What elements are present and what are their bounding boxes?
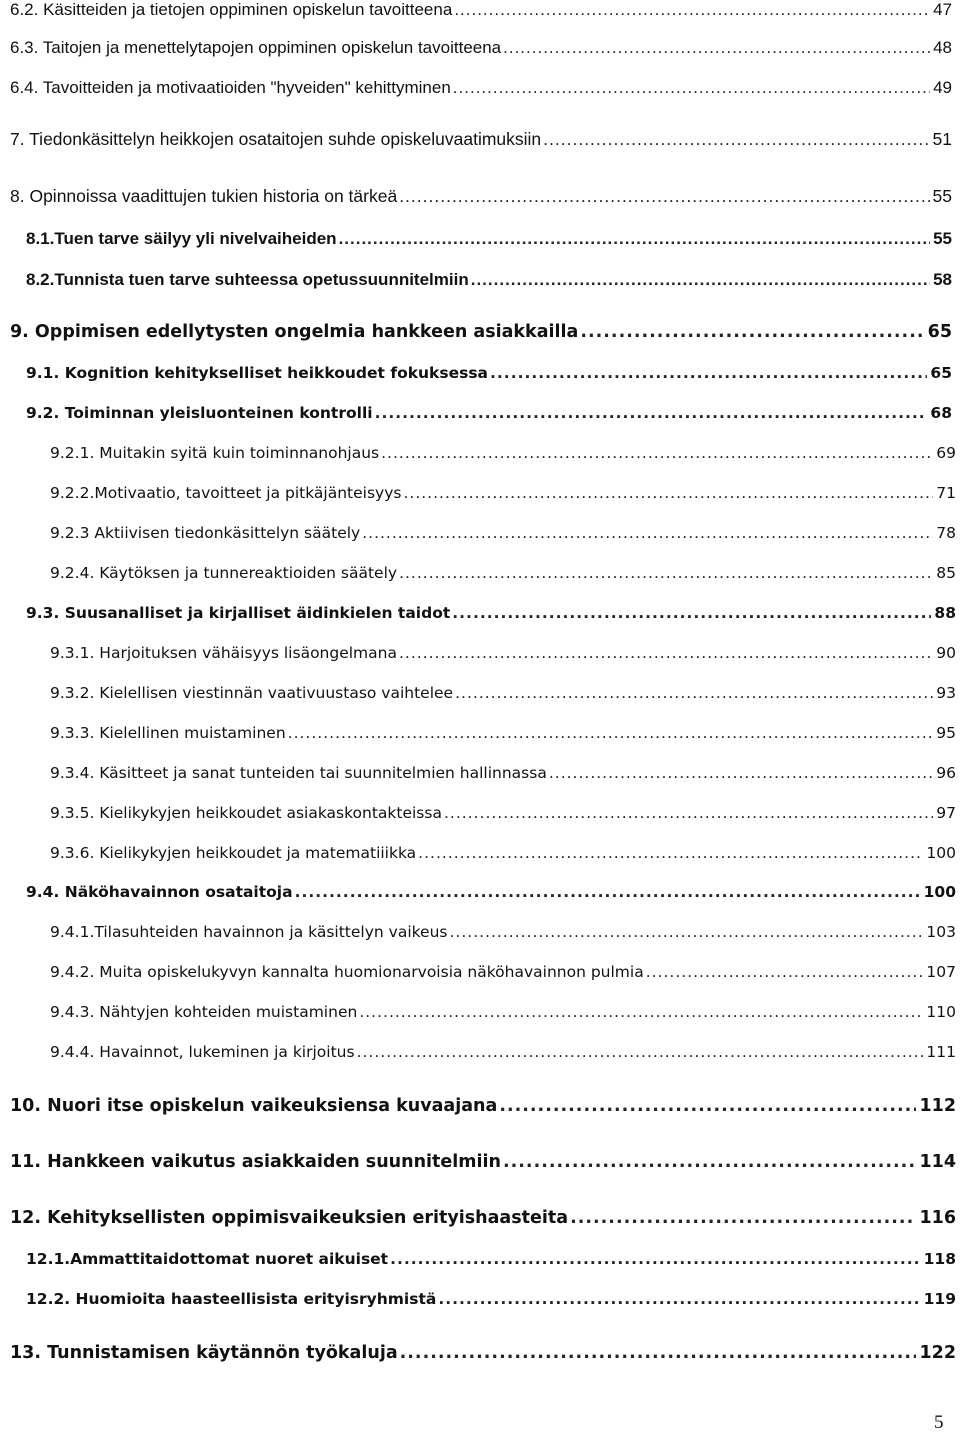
dot-leader <box>452 604 931 623</box>
dot-leader <box>503 38 930 58</box>
toc-entry-page: 100 <box>926 844 956 862</box>
toc-entry-label: 9.4.4. Havainnot, lukeminen ja kirjoitus <box>50 1043 355 1061</box>
toc-entry[interactable] <box>10 38 952 58</box>
toc-entry-label: 9.2.1. Muitakin syitä kuin toiminnanohjaus <box>50 444 380 462</box>
toc-entry-label: 6.4. Tavoitteiden ja motivaatioiden "hyveiden" kehittyminen <box>10 78 451 97</box>
toc-entry-page: 110 <box>926 1003 956 1021</box>
toc-entry[interactable] <box>10 186 952 207</box>
toc-entry[interactable] <box>50 524 956 543</box>
dot-leader <box>399 186 929 207</box>
toc-entry-label: 9.4.3. Nähtyjen kohteiden muistaminen <box>50 1003 358 1021</box>
toc-entry-page: 55 <box>933 229 952 248</box>
dot-leader <box>403 484 933 503</box>
toc-entry[interactable] <box>26 604 956 623</box>
toc-entry-page: 97 <box>936 804 956 822</box>
toc-entry-page: 51 <box>932 129 952 149</box>
toc-entry-page: 68 <box>930 404 952 422</box>
toc-entry-page: 100 <box>923 883 956 901</box>
dot-leader <box>375 404 928 423</box>
toc-entry-label: 9.4. Näköhavainnon osataitoja <box>26 883 293 901</box>
toc-entry-page: 85 <box>936 564 956 582</box>
toc-entry-page: 119 <box>923 1290 956 1308</box>
dot-leader <box>339 229 931 249</box>
toc-entry-label: 9.2.3 Aktiivisen tiedonkäsittelyn säätely <box>50 524 361 542</box>
toc-entry[interactable] <box>10 322 952 343</box>
dot-leader <box>418 844 923 863</box>
page-number: 5 <box>934 1412 944 1433</box>
toc-entry[interactable] <box>50 963 956 982</box>
toc-entry[interactable] <box>10 0 952 20</box>
dot-leader <box>455 684 933 703</box>
dot-leader <box>490 364 927 383</box>
toc-entry-page: 96 <box>936 764 956 782</box>
toc-entry-page: 114 <box>919 1152 956 1172</box>
toc-entry-label: 9.3.5. Kielikykyjen heikkoudet asiakaskontakteissa <box>50 804 442 822</box>
dot-leader <box>359 1003 923 1022</box>
toc-entry[interactable] <box>50 1003 956 1022</box>
dot-leader <box>400 1343 917 1364</box>
toc-entry[interactable] <box>50 1043 956 1062</box>
toc-entry-label: 8.1.Tuen tarve säilyy yli nivelvaiheiden <box>26 229 337 248</box>
toc-entry-page: 111 <box>926 1043 956 1061</box>
toc-entry-label: 12.1.Ammattitaidottomat nuoret aikuiset <box>26 1250 389 1268</box>
toc-entry-label: 9.3.6. Kielikykyjen heikkoudet ja matematiiikka <box>50 844 417 862</box>
toc-entry[interactable] <box>50 644 956 663</box>
toc-entry-label: 6.2. Käsitteiden ja tietojen oppiminen opiskelun tavoitteena <box>10 0 453 19</box>
toc-entry-label: 11. Hankkeen vaikutus asiakkaiden suunnitelmiin <box>10 1152 501 1172</box>
toc-entry-page: 65 <box>927 322 952 342</box>
dot-leader <box>357 1043 924 1062</box>
toc-entry-page: 71 <box>936 484 956 502</box>
dot-leader <box>499 1096 916 1117</box>
toc-entry[interactable] <box>10 78 952 98</box>
toc-entry[interactable] <box>50 923 956 942</box>
dot-leader <box>580 322 924 343</box>
toc-entry-label: 8.2.Tunnista tuen tarve suhteessa opetussuunnitelmiin <box>26 270 469 289</box>
toc-entry-page: 47 <box>933 0 952 19</box>
dot-leader <box>646 963 924 982</box>
dot-leader <box>399 564 933 583</box>
toc-entry-label: 9.4.2. Muita opiskelukyvyn kannalta huomionarvoisia näköhavainnon pulmia <box>50 963 644 981</box>
dot-leader <box>295 883 921 902</box>
toc-entry-label: 9. Oppimisen edellytysten ongelmia hankkeen asiakkailla <box>10 322 579 342</box>
toc-entry-page: 49 <box>933 78 952 97</box>
dot-leader <box>570 1208 916 1229</box>
toc-entry[interactable] <box>26 1250 956 1269</box>
toc-entry-page: 118 <box>923 1250 956 1268</box>
dot-leader <box>438 1290 920 1309</box>
toc-entry[interactable] <box>50 684 956 703</box>
dot-leader <box>381 444 933 463</box>
toc-entry-label: 10. Nuori itse opiskelun vaikeuksiensa kuvaajana <box>10 1096 498 1116</box>
toc-entry-label: 9.2. Toiminnan yleisluonteinen kontrolli <box>26 404 373 422</box>
toc-entry-label: 9.3.4. Käsitteet ja sanat tunteiden tai suunnitelmien hallinnassa <box>50 764 547 782</box>
toc-entry[interactable] <box>50 804 956 823</box>
toc-entry-label: 13. Tunnistamisen käytännön työkaluja <box>10 1343 398 1363</box>
toc-entry-label: 9.3.1. Harjoituksen vähäisyys lisäongelmana <box>50 644 397 662</box>
dot-leader <box>444 804 933 823</box>
toc-entry-page: 69 <box>936 444 956 462</box>
toc-entry[interactable] <box>10 1096 956 1117</box>
dot-leader <box>450 923 924 942</box>
toc-entry[interactable] <box>26 883 956 902</box>
toc-entry[interactable] <box>26 404 952 423</box>
dot-leader <box>399 644 933 663</box>
toc-entry-label: 12. Kehityksellisten oppimisvaikeuksien erityishaasteita <box>10 1208 569 1228</box>
toc-entry-label: 8. Opinnoissa vaadittujen tukien historia on tärkeä <box>10 186 398 206</box>
toc-entry[interactable] <box>50 724 956 743</box>
toc-entry-label: 7. Tiedonkäsittelyn heikkojen osataitojen suhde opiskeluvaatimuksiin <box>10 129 542 149</box>
toc-entry-page: 65 <box>930 364 952 382</box>
toc-entry-label: 9.2.2.Motivaatio, tavoitteet ja pitkäjänteisyys <box>50 484 402 502</box>
toc-entry-label: 9.3. Suusanalliset ja kirjalliset äidinkielen taidot <box>26 604 451 622</box>
toc-entry-page: 90 <box>936 644 956 662</box>
toc-entry-page: 122 <box>919 1343 956 1363</box>
toc-entry-page: 107 <box>926 963 956 981</box>
toc-entry-page: 95 <box>936 724 956 742</box>
toc-entry-label: 9.3.2. Kielellisen viestinnän vaativuustaso vaihtelee <box>50 684 454 702</box>
toc-entry[interactable] <box>10 1152 956 1173</box>
toc-entry[interactable] <box>50 444 956 463</box>
toc-entry[interactable] <box>50 484 956 503</box>
toc-entry-page: 78 <box>936 524 956 542</box>
toc-entry-page: 103 <box>926 923 956 941</box>
dot-leader <box>543 129 929 150</box>
toc-entry[interactable] <box>50 764 956 783</box>
toc-entry[interactable] <box>26 1290 956 1309</box>
dot-leader <box>362 524 933 543</box>
toc-entry[interactable] <box>10 129 952 150</box>
toc-entry[interactable] <box>26 229 952 249</box>
dot-leader <box>288 724 934 743</box>
toc-entry[interactable] <box>26 364 952 383</box>
toc-entry-page: 116 <box>919 1208 956 1228</box>
toc-entry[interactable] <box>50 844 956 863</box>
toc-entry-label: 9.3.3. Kielellinen muistaminen <box>50 724 286 742</box>
dot-leader <box>503 1152 916 1173</box>
toc-entry[interactable] <box>10 1208 956 1229</box>
toc-entry-label: 9.4.1.Tilasuhteiden havainnon ja käsittelyn vaikeus <box>50 923 448 941</box>
toc-entry-page: 88 <box>934 604 956 622</box>
toc-entry-label: 9.1. Kognition kehitykselliset heikkoudet fokuksessa <box>26 364 489 382</box>
dot-leader <box>471 270 930 290</box>
dot-leader <box>454 0 930 20</box>
dot-leader <box>549 764 933 783</box>
toc-entry-page: 55 <box>932 186 952 206</box>
dot-leader <box>453 78 930 98</box>
toc-entry[interactable] <box>10 1343 956 1364</box>
toc-entry-page: 112 <box>919 1096 956 1116</box>
dot-leader <box>390 1250 921 1269</box>
toc-entry[interactable] <box>50 564 956 583</box>
toc-entry-label: 9.2.4. Käytöksen ja tunnereaktioiden säätely <box>50 564 398 582</box>
toc-entry-label: 12.2. Huomioita haasteellisista erityisryhmistä <box>26 1290 437 1308</box>
toc-entry-page: 93 <box>936 684 956 702</box>
toc-entry-page: 58 <box>933 270 952 289</box>
toc-entry[interactable] <box>26 270 952 290</box>
toc-entry-page: 48 <box>933 38 952 57</box>
toc-entry-label: 6.3. Taitojen ja menettelytapojen oppiminen opiskelun tavoitteena <box>10 38 502 57</box>
